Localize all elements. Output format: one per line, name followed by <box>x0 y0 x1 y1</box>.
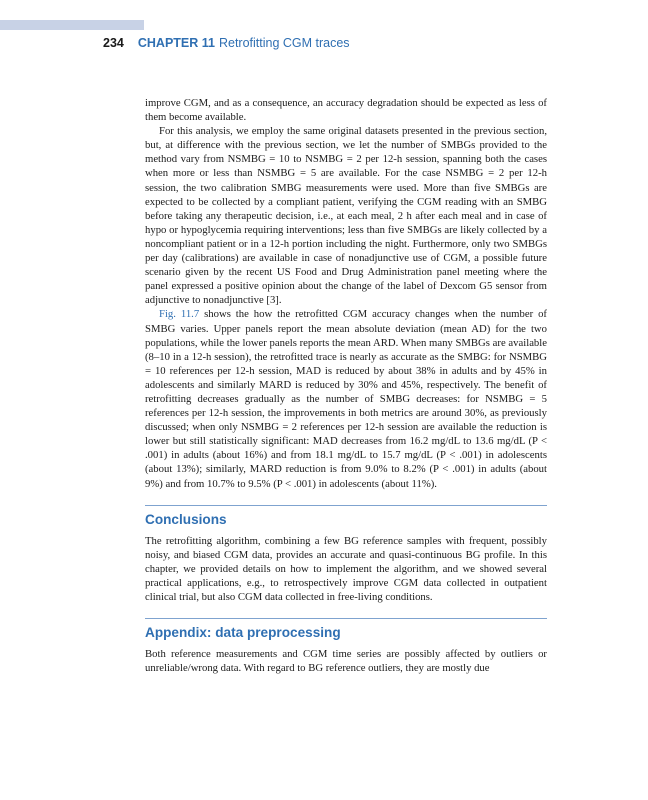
appendix-heading: Appendix: data preprocessing <box>145 625 341 641</box>
paragraph-3-text: shows the how the retrofitted CGM accuracy changes when the number of SMBG varies. Upper panels report the mean absolute deviation (mean AD) for the two populations, while the lower panels reports the mean ARD. When many SMBGs are available (8–10 in a 12-h session), the retrofitted trace is nearly as accurate as the SMBG: for NSMBG = 10 references per 12-h session, MAD is reduced by about 38% in adults and by 45% in adolescents and similarly MARD is reduced by 30% and 45%, respectively. The benefit of retrofitting decreases gradually as the number of SMBG decreases: for NSMBG = 5 references per 12-h session, the improvements in both metrics are around 30%, as previously discussed; when only NSMBG = 2 references per 12-h session are available the reduction is lower but still statistically significant: MAD decreases from 16.2 mg/dL to 13.6 mg/dL (P < .001) in adults (about 16%) and from 18.1 mg/dL to 15.7 mg/dL (P < .001) in adolescents (about 13%); similarly, MARD reduction is from 9.0% to 8.2% (P < .001) in adults (about 9%) and from 10.7% to 9.5% (P < .001) in adolescents (about 11%). <box>145 308 547 490</box>
paragraph-1: improve CGM, and as a consequence, an accuracy degradation should be expected as less of them become available. <box>145 97 547 124</box>
figure-reference-link[interactable]: Fig. 11.7 <box>159 308 200 321</box>
section-divider <box>145 505 547 506</box>
conclusions-heading: Conclusions <box>145 511 227 527</box>
chapter-label: CHAPTER 11 <box>137 36 215 50</box>
page-body <box>145 96 547 675</box>
section-divider <box>145 618 547 619</box>
appendix-paragraph: Both reference measurements and CGM time series are possibly affected by outliers or unreliable/wrong data. With regard to BG reference outliers, they are mostly due <box>145 648 547 675</box>
page-number: 234 <box>103 36 124 50</box>
running-header <box>103 36 350 50</box>
conclusions-paragraph: The retrofitting algorithm, combining a few BG reference samples with frequent, possibly noisy, and biased CGM data, provides an accurate and quasi-continuous BG profile. In this chapter, we provided details on how to implement the algorithm, and we showed several practical applications, e.g., to retrospectively improve CGM data collected in outpatient clinical trial, but also CGM data collected in free-living conditions. <box>145 534 547 603</box>
chapter-title: Retrofitting CGM traces <box>218 36 350 50</box>
paragraph-2: For this analysis, we employ the same original datasets presented in the previous section, but, at difference with the previous section, we let the number of SMBGs provided to the method vary from NSMBG = 10 to NSMBG = 2 per 12-h session, spanning both the cases when more or less than NSMBG = 5 are available. For the case NSMBG = 2 per 12-h session, the two calibration SMBG measurements were used. More than five SMBGs are expected to be collected by a compliant patient, verifying the CGM reading with an SMBG before taking any therapeutic decision, i.e., at each meal, 2 h after each meal and in case of hypo or hypoglycemia requiring interventions; less than five SMBGs are likely collected by a noncompliant patient or in a 12-h portion including the night. Furthermore, only two SMBGs per day (calibrations) are available in case of nonadjunctive use of CGM, a possible future scenario given by the recent US Food and Drug Administration panel meeting where the panel expressed a positive opinion about the change of the label of Dexcom G5 sensor from adjunctive to nonadjunctive [3]. <box>145 125 547 307</box>
header-accent-bar <box>0 20 144 30</box>
paragraph-3 <box>145 307 547 490</box>
